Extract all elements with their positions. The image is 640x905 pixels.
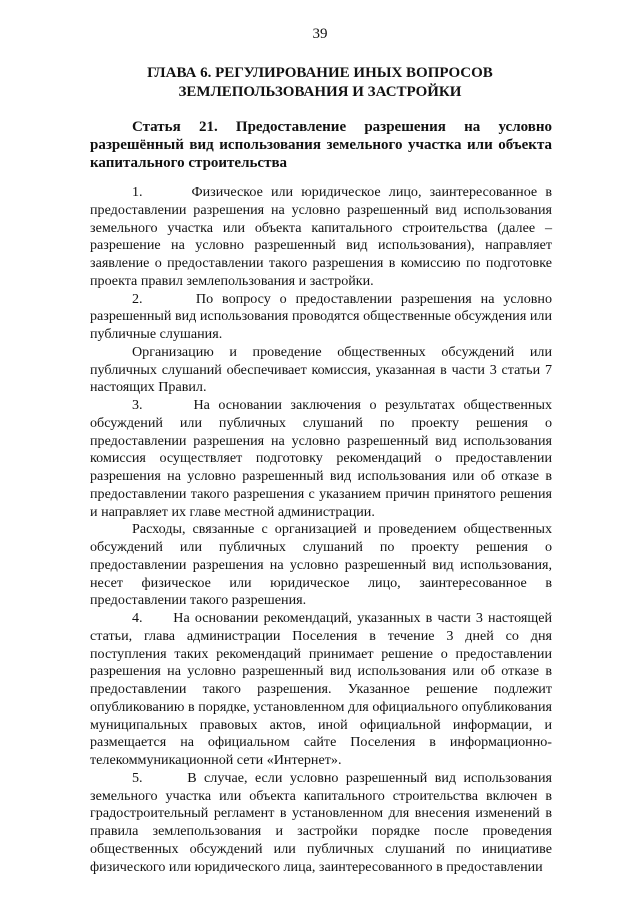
paragraph-2: 2. По вопросу о предоставлении разрешения на условно разрешенный вид использования проводятся общественные обсуждения или публичные слушания.	[90, 290, 552, 342]
chapter-heading	[95, 64, 545, 102]
article-body	[90, 184, 552, 876]
paragraph-5: Расходы, связанные с организацией и проведением общественных обсуждений или публичных слушаний по проекту решения о предоставлении разрешения на условно разрешенный вид использования, несет физическое или юридическое лицо, заинтересованное в предоставлении такого разрешения.	[90, 521, 552, 609]
paragraph-1: 1. Физическое или юридическое лицо, заинтересованное в предоставлении разрешения на условно разрешенный вид использования земельного участка или объекта капитального строительства (далее – разрешение на условно разрешенный вид использования), направляет заявление о предоставлении такого разрешения в комиссию по подготовке проекта правил землепользования и застройки.	[90, 184, 552, 289]
chapter-heading-line-1: ГЛАВА 6. РЕГУЛИРОВАНИЕ ИНЫХ ВОПРОСОВ	[147, 65, 493, 81]
chapter-heading-line-2: ЗЕМЛЕПОЛЬЗОВАНИЯ И ЗАСТРОЙКИ	[178, 84, 462, 100]
paragraph-4: 3. На основании заключения о результатах общественных обсуждений или публичных слушаний по проекту решения о предоставлении разрешения на условно разрешенный вид использования комиссия осуществляет подготовку рекомендаций о предоставлении разрешения на условно разрешенный вид использования или об отказе в предоставлении такого разрешения с указанием причин принятого решения и направляет их главе местной администрации.	[90, 397, 552, 520]
paragraph-3: Организацию и проведение общественных обсуждений или публичных слушаний обеспечивает комиссия, указанная в части 3 статьи 7 настоящих Правил.	[90, 343, 552, 396]
paragraph-7: 5. В случае, если условно разрешенный вид использования земельного участка или объекта капитального строительства включен в градостроительный регламент в установленном для внесения изменений в правила землепользования и застройки порядке после проведения общественных обсуждений или публичных слушаний по инициативе физического или юридического лица, заинтересованного в предоставлении	[90, 769, 552, 875]
page-number: 39	[312, 26, 328, 42]
paragraph-6: 4. На основании рекомендаций, указанных в части 3 настоящей статьи, глава администрации Поселения в течение 3 дней со дня поступления таких рекомендаций принимает решение о предоставлении разрешения на условно разрешенный вид использования или об отказе в предоставлении такого разрешения. Указанное решение подлежит опубликованию в порядке, установленном для официального опубликования муниципальных правовых актов, иной официальной информации, и размещается на официальном сайте Поселения в информационно-телекоммуникационной сети «Интернет».	[90, 610, 552, 768]
article-title: Статья 21. Предоставление разрешения на условно разрешённый вид использования земельного участка или объекта капитального строительства	[90, 119, 552, 171]
